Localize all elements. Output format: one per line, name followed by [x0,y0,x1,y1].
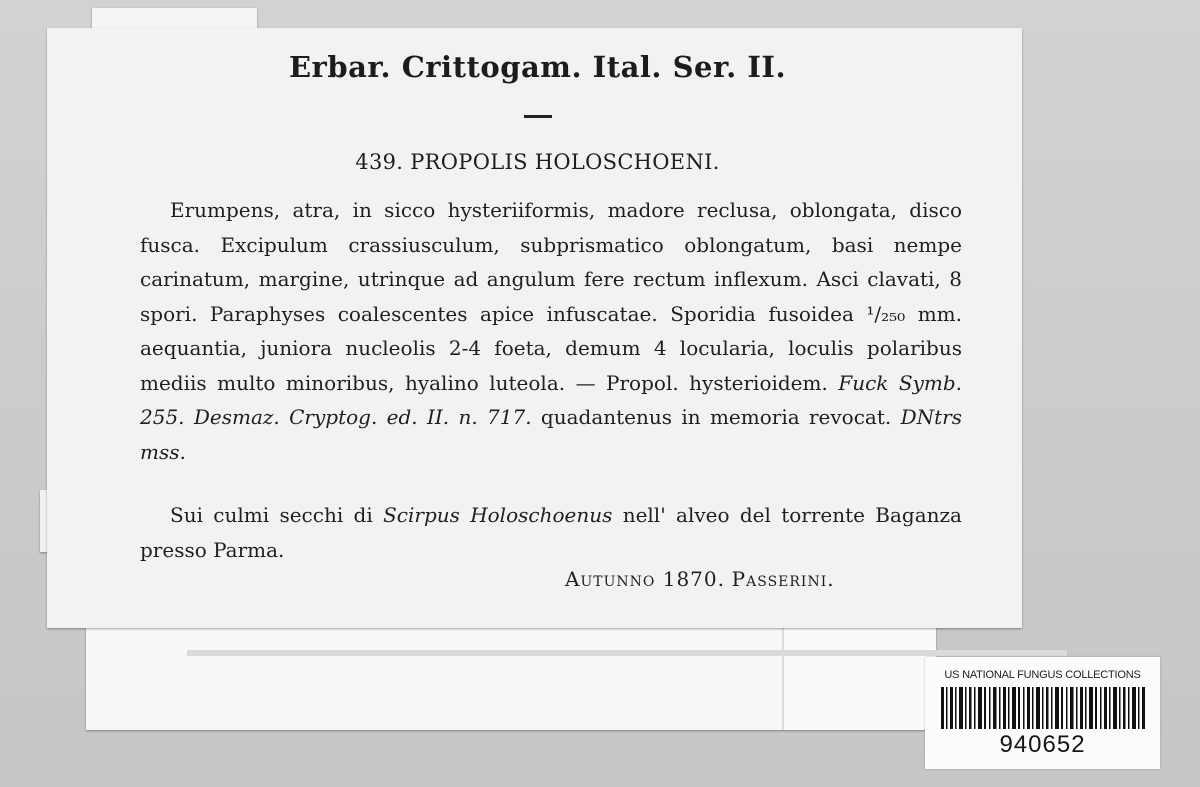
habitat-text-2: nell' alveo del torrente Baganza presso Parma. [140,503,962,562]
habitat-note [140,498,962,567]
spore-size-fraction: ¹/₂₅₀ [866,301,906,326]
species-description [140,193,962,469]
barcode-icon [941,687,1145,729]
mounting-sheet-fold [782,626,936,730]
collection-info [565,567,835,591]
catalog-number: 940652 [999,731,1086,758]
description-text: Erumpens, atra, in sicco hysteriiformis, madore reclusa, oblongata, disco fusca. Excipulum crassiusculum, subprismatico oblongatum, basi nempe carinatum, margine, utrinque ad angulum fere rectum inflexum. Asci clavati, 8 spori. Paraphyses coalescentes apice infuscatae. Sporidia fusoidea [140,198,962,326]
title-divider [524,115,552,118]
institution-name: US NATIONAL FUNGUS COLLECTIONS [944,669,1141,681]
season-year: Autunno 1870. [565,567,725,591]
description-text-2: mm. aequantia, juniora nucleolis 2-4 foeta, demum 4 locularia, loculis polaribus mediis multo minoribus, hyalino luteola. — Propol. hysterioidem. [140,301,962,395]
description-text-3: quadantenus in memoria revocat. [531,405,901,429]
author-note: DNtrs mss. [140,405,962,464]
specimen-heading: 439. PROPOLIS HOLOSCHOENI. [355,150,720,174]
label-shadow-edge [187,650,1067,656]
barcode-label [925,657,1160,769]
series-title: Erbar. Crittogam. Ital. Ser. II. [288,50,787,84]
citation: Fuck Symb. 255. Desmaz. Cryptog. ed. II. n. 717. [140,370,963,429]
habitat-text: Sui culmi secchi di [170,503,384,527]
host-species: Scirpus Holoschoenus [383,503,613,527]
collector-name: Passerini. [731,567,835,591]
